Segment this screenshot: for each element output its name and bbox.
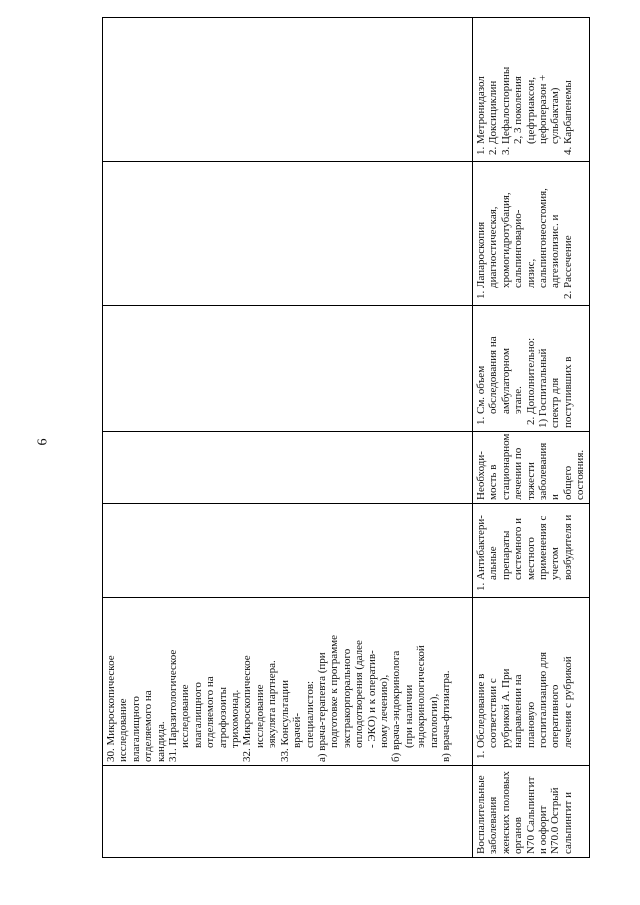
cell-text-line: диагностическая, bbox=[487, 206, 500, 288]
cell-text-line: спектр для bbox=[549, 377, 562, 428]
list-item bbox=[475, 309, 525, 414]
cell-text-line: Необходи- bbox=[475, 451, 487, 500]
cell-text-line: в) врача-фтизиатра. bbox=[439, 670, 452, 762]
cell-text-line: лечении по bbox=[512, 447, 525, 500]
cell-empty bbox=[103, 162, 473, 306]
list-item bbox=[475, 601, 574, 748]
numbered-list bbox=[475, 507, 574, 594]
cell-text-line: поступивших в bbox=[561, 356, 574, 428]
page-number: 6 bbox=[35, 438, 51, 446]
cell-text-line: местного bbox=[524, 537, 537, 580]
cell-text-line: женских половых bbox=[499, 771, 512, 854]
cell-text-line: трихомонад. bbox=[229, 689, 242, 748]
cell-text-line: исследование bbox=[179, 684, 192, 748]
list-item bbox=[562, 165, 574, 288]
cell-text-line: плановую bbox=[524, 701, 537, 748]
cell-text-line: Воспалительные bbox=[475, 775, 487, 854]
cell-text-line: а) врача-терапевта (при bbox=[315, 652, 328, 762]
cell-text-line: атрофозоиты bbox=[216, 686, 229, 748]
cell-text-line: 3. Цефалоспорины bbox=[499, 66, 512, 144]
cell-outpatient-treatment bbox=[473, 504, 590, 598]
cell-text-line: сальпинговарио- bbox=[512, 209, 525, 288]
cell-text-line: влагалищного bbox=[191, 682, 204, 748]
cell-text-line: N70.0 Острый bbox=[549, 787, 562, 854]
cell-text-line: оперативного bbox=[549, 684, 562, 748]
cell-text-line: 2, 3 поколения bbox=[512, 76, 525, 144]
numbered-list bbox=[475, 165, 574, 302]
cell-text-line: лечения с рубрикой bbox=[561, 656, 574, 748]
cell-text-line: (при наличии bbox=[402, 684, 415, 748]
cell-text-line: ному лечению), bbox=[377, 674, 390, 748]
cell-text-line: лизис, bbox=[524, 258, 537, 288]
cell-text-line: заболевания bbox=[487, 796, 500, 854]
cell-hospitalization-indications bbox=[473, 432, 590, 504]
cell-text-line: исследование bbox=[117, 698, 130, 762]
cell-text-line: эндокринологической bbox=[415, 645, 428, 748]
cell-empty bbox=[103, 18, 473, 162]
cell-text-line: сальпингит и bbox=[561, 791, 574, 854]
cell-text-line: общего bbox=[561, 465, 574, 500]
cell-text-line: врачей- bbox=[291, 712, 304, 748]
cell-disease-empty bbox=[103, 766, 473, 858]
cell-text-line: 1. Метронидазол bbox=[475, 76, 487, 144]
list-item bbox=[525, 309, 537, 414]
cell-text-line: 32. Микроскопическое bbox=[241, 655, 254, 762]
cell-text-line: 33. Консультации bbox=[278, 679, 291, 762]
list-item bbox=[500, 21, 562, 144]
table-row-inflammatory bbox=[473, 18, 590, 858]
cell-text-line: 30. Микроскопическое bbox=[105, 655, 117, 762]
cell-text-line: мость в bbox=[487, 464, 500, 500]
list-item bbox=[475, 165, 562, 288]
cell-text-line: тяжести bbox=[524, 462, 537, 500]
cell-text-line: состояния. bbox=[574, 449, 587, 500]
cell-text-line: адгезиолизис. и bbox=[549, 214, 562, 288]
cell-text-line: 1. Лапароскопия bbox=[475, 221, 487, 288]
cell-text-line: хромогидротубация, bbox=[499, 192, 512, 288]
cell-empty bbox=[103, 432, 473, 504]
cell-text-line: 2. Рассечение bbox=[561, 235, 574, 288]
cell-text-line: 31. Паразитологическое bbox=[167, 649, 180, 762]
cell-text-line: учетом bbox=[549, 547, 562, 580]
cell-inpatient-diagnostics bbox=[473, 306, 590, 432]
rotated-table-container bbox=[102, 18, 587, 858]
cell-text-line: эякулята партнера. bbox=[266, 660, 279, 748]
cell-empty bbox=[103, 306, 473, 432]
cell-text-line: экстракорпорального bbox=[340, 648, 353, 748]
list-item bbox=[562, 21, 574, 144]
cell-empty bbox=[103, 504, 473, 598]
cell-text-line: направлении на bbox=[512, 674, 525, 748]
cell-disease-name bbox=[473, 766, 590, 858]
cell-text-line: и оофорит bbox=[537, 805, 550, 854]
cell-text-line: б) врача-эндокринолога bbox=[390, 650, 403, 762]
list-item bbox=[487, 21, 499, 144]
cell-text-line: 1. Антибактери- bbox=[475, 515, 487, 580]
cell-text-line: 4. Карбапенемы bbox=[561, 80, 574, 144]
cell-text-line: обследования на bbox=[487, 336, 500, 414]
cell-text-line: (цефтриаксон, bbox=[524, 77, 537, 144]
cell-text-line: - ЭКО) и к оператив- bbox=[365, 650, 378, 748]
table-row-continued bbox=[103, 18, 473, 858]
cell-outpatient-diagnostics bbox=[473, 598, 590, 766]
cell-text-line: заболевания и bbox=[537, 442, 562, 500]
cell-text-line: сульбактам) bbox=[549, 87, 562, 144]
cell-text-line: исследование bbox=[253, 684, 266, 748]
cell-text-line: специалистов: bbox=[303, 680, 316, 748]
cell-text-line: кандида. bbox=[154, 721, 167, 762]
cell-text-line: подготовке к программе bbox=[328, 635, 341, 748]
cell-inpatient-drugs bbox=[473, 18, 590, 162]
cell-text-line: этапе. bbox=[512, 386, 525, 414]
cell-text-line: сальпингонеостомия, bbox=[537, 188, 550, 288]
cell-text-line: госпитализацию для bbox=[537, 651, 550, 748]
cell-text-line: стационарном bbox=[499, 433, 512, 500]
cell-text-line: N70 Сальпингит bbox=[524, 776, 537, 854]
cell-text-line: отделяемого на bbox=[204, 676, 217, 748]
cell-text-line: системного и bbox=[512, 517, 525, 580]
cell-text-line: препараты bbox=[499, 530, 512, 580]
cell-text-line: альные bbox=[487, 546, 500, 580]
cell-diagnostics-continued bbox=[103, 598, 473, 766]
cell-text-line: амбулаторном bbox=[499, 348, 512, 414]
cell-text-line: патологии), bbox=[427, 693, 440, 748]
clinical-guidelines-table bbox=[102, 17, 590, 858]
numbered-list bbox=[475, 601, 574, 762]
rotated-page-area bbox=[102, 18, 587, 858]
cell-text-line: 2. Доксициклин bbox=[487, 80, 500, 144]
cell-text-line: 2. Дополнительно: bbox=[524, 337, 537, 414]
cell-text-line: соответствии с bbox=[487, 678, 500, 748]
cell-text-line: применения с bbox=[537, 515, 550, 580]
cell-text-line: оплодотворения (далее bbox=[353, 640, 366, 748]
list-item bbox=[475, 507, 574, 580]
cell-text-line: органов bbox=[512, 817, 525, 854]
list-item bbox=[475, 21, 487, 144]
cell-text-line: 1) Госпитальный bbox=[537, 348, 550, 428]
cell-text-line: рубрикой А. При bbox=[499, 668, 512, 748]
cell-text-line: влагалищного bbox=[129, 696, 142, 762]
numbered-list bbox=[475, 21, 574, 158]
cell-text-line: цефоперазон + bbox=[537, 74, 550, 144]
cell-text-line: возбудителя и bbox=[561, 514, 574, 580]
cell-inpatient-surgery bbox=[473, 162, 590, 306]
cell-text-line: отделяемого на bbox=[142, 690, 155, 762]
numbered-list bbox=[475, 309, 537, 428]
cell-text-line: 1. См. объем bbox=[475, 365, 487, 414]
cell-text-line: 1. Обследование в bbox=[475, 673, 487, 748]
